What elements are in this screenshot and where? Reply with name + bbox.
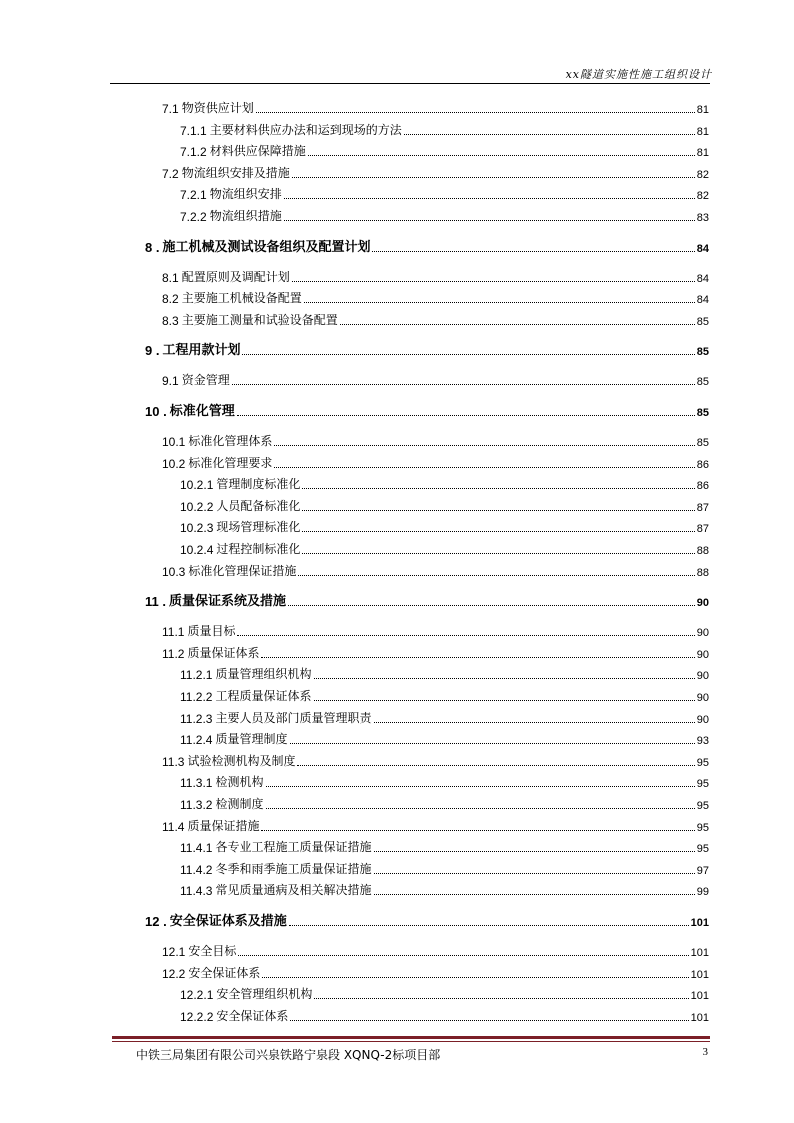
toc-entry-page: 85 [696,346,709,359]
toc-entry[interactable] [180,182,709,202]
toc-entry-page: 81 [696,125,709,138]
toc-entry-page: 81 [696,104,709,116]
toc-entry[interactable] [180,494,709,514]
toc-dot-leader [374,850,695,852]
toc-entry[interactable] [162,641,709,661]
toc-entry-title: 安全保证体系 [216,1008,289,1023]
toc-entry-page: 85 [696,437,709,449]
toc-entry-page: 101 [690,1011,709,1024]
toc-dot-leader [314,997,688,999]
toc-entry[interactable] [162,96,709,116]
toc-entry-number: 12.2.2 [180,1009,214,1024]
toc-dot-leader [261,656,694,658]
toc-entry-title: 主要材料供应办法和运到现场的方法 [209,122,402,137]
toc-entry-title: 质量保证体系 [187,645,260,660]
toc-dot-leader [302,487,694,489]
toc-entry-page: 86 [696,480,709,493]
toc-entry-number: 11.3.1 [180,776,213,791]
toc-entry[interactable] [180,537,709,557]
toc-entry-title: 工程用款计划 [162,343,241,359]
toc-entry[interactable] [180,792,709,812]
toc-dot-leader [298,574,694,576]
toc-entry-title: 材料供应保障措施 [209,144,306,159]
toc-entry-number: 11.3 [162,754,185,769]
toc-entry-title: 配置原则及调配计划 [181,269,290,284]
toc-entry[interactable] [180,835,709,855]
toc-entry[interactable] [180,515,709,535]
toc-entry-number: 11.3.2 [180,798,213,812]
toc-dot-leader [340,323,695,325]
page-number: 3 [702,1046,708,1058]
toc-entry-title: 资金管理 [181,373,230,388]
toc-entry-number: 8.2 [162,292,179,307]
toc-entry[interactable] [162,308,709,328]
toc-dot-leader [302,530,694,532]
toc-entry-title: 人员配备标准化 [216,498,301,513]
toc-dot-leader [238,954,688,956]
toc-entry-title: 主要施工机械设备配置 [181,291,302,306]
toc-entry-number: 12 . [145,914,167,929]
toc-entry-page: 85 [696,315,709,328]
toc-entry-title: 标准化管理 [169,404,235,419]
toc-dot-leader [314,699,695,701]
toc-entry-title: 质量管理组织机构 [215,667,312,682]
toc-entry-title: 标准化管理保证措施 [188,563,297,578]
toc-entry-page: 85 [696,376,709,389]
toc-entry-number: 8 . [145,239,160,255]
toc-entry-page: 84 [696,272,709,285]
toc-entry-title: 物流组织安排 [209,187,282,202]
toc-entry[interactable] [162,814,709,834]
toc-dot-leader [261,829,694,831]
toc-entry-page: 84 [696,294,709,307]
toc-dot-leader [404,133,695,135]
toc-entry-title: 常见质量通病及相关解决措施 [215,883,372,898]
toc-entry-number: 11.2.4 [180,733,213,748]
toc-entry[interactable] [180,727,709,747]
toc-entry-title: 质量保证措施 [187,818,260,833]
toc-entry-number: 10.3 [162,564,186,579]
toc-entry-number: 11.2.3 [180,711,213,726]
toc-entry-number: 10.2.3 [180,521,214,536]
toc-entry-number: 11.2.1 [180,668,213,683]
toc-entry-number: 12.2.1 [180,988,214,1003]
toc-entry[interactable] [162,559,709,579]
toc-entry-title: 施工机械及测试设备组织及配置计划 [162,239,371,255]
toc-entry-page: 88 [696,566,709,579]
toc-entry-number: 11.4 [162,819,185,834]
toc-entry-page: 84 [696,242,709,255]
toc-entry-title: 过程控制标准化 [216,542,301,556]
toc-entry-title: 物流组织安排及措施 [181,165,290,180]
toc-entry-number: 7.2 [162,166,179,181]
toc-entry-number: 7.1.1 [180,123,207,138]
toc-entry-number: 10.2.2 [180,499,214,514]
toc-entry-number: 11 . [145,594,166,610]
toc-entry-number: 9.1 [162,374,179,389]
toc-entry-page: 101 [690,968,709,981]
toc-entry-title: 质量目标 [187,624,236,639]
toc-entry-page: 97 [696,864,709,877]
toc-entry[interactable] [145,909,709,929]
toc-entry-page: 90 [696,670,709,683]
toc-entry-number: 8.3 [162,313,179,328]
toc-entry[interactable] [162,161,709,181]
toc-dot-leader [292,280,695,282]
toc-entry-page: 101 [690,947,709,959]
toc-entry-number: 7.2.2 [180,210,207,224]
toc-entry[interactable] [180,878,709,898]
footer-rule-thick [112,1036,710,1039]
toc-entry-number: 11.2 [162,646,185,661]
toc-dot-leader [284,219,695,221]
toc-entry-page: 90 [696,648,709,661]
toc-entry[interactable] [162,939,709,959]
toc-dot-leader [289,924,689,926]
toc-entry[interactable] [180,706,709,726]
toc-dot-leader [372,250,694,252]
toc-entry-page: 95 [696,756,709,769]
toc-entry-page: 101 [690,990,709,1003]
toc-entry-title: 物流组织措施 [209,209,282,223]
toc-dot-leader [290,742,695,744]
header-rule [110,83,710,84]
toc-entry[interactable] [162,265,709,285]
toc-entry-title: 物资供应计划 [181,101,254,115]
toc-entry-title: 标准化管理体系 [188,434,273,448]
toc-dot-leader [262,976,688,978]
toc-entry-page: 101 [690,917,709,929]
toc-entry[interactable] [180,1004,709,1024]
toc-dot-leader [274,444,694,446]
toc-dot-leader [374,893,695,895]
toc-entry-number: 8.1 [162,270,179,285]
toc-entry-title: 质量管理制度 [215,732,288,747]
toc-dot-leader [314,677,695,679]
toc-entry[interactable] [162,749,709,769]
toc-entry-title: 各专业工程施工质量保证措施 [215,840,372,855]
toc-entry[interactable] [162,961,709,981]
toc-entry[interactable] [145,589,709,609]
toc-dot-leader [297,764,694,766]
toc-entry-page: 95 [696,778,709,791]
toc-entry[interactable] [162,451,709,471]
toc-entry-page: 95 [696,843,709,856]
toc-entry-page: 82 [696,168,709,181]
toc-entry[interactable] [180,204,709,224]
header-title: xx隧道实施性施工组织设计 [565,68,712,81]
toc-entry[interactable] [162,619,709,639]
toc-entry-title: 主要人员及部门质量管理职责 [215,710,372,725]
toc-entry-title: 质量保证系统及措施 [168,594,286,610]
toc-dot-leader [237,414,695,416]
footer-rule-thin [112,1041,710,1042]
toc-entry-page: 99 [696,886,709,899]
toc-entry[interactable] [145,399,709,419]
toc-entry-number: 12.2 [162,966,186,981]
toc-entry-number: 11.4.1 [180,841,213,856]
toc-entry-page: 82 [696,190,709,203]
toc-entry[interactable] [180,684,709,704]
toc-entry-title: 试验检测机构及制度 [187,753,296,768]
toc-dot-leader [288,604,695,606]
toc-entry-page: 86 [696,458,709,471]
footer-organization: 中铁三局集团有限公司兴泉铁路宁泉段 XQNQ-2标项目部 [136,1048,441,1062]
toc-entry-number: 11.1 [162,625,185,640]
toc-entry-number: 10.1 [162,435,186,449]
toc-entry-number: 9 . [145,343,160,359]
toc-entry-number: 7.1.2 [180,145,207,160]
toc-dot-leader [308,154,695,156]
toc-entry-title: 工程质量保证体系 [215,689,312,703]
toc-entry[interactable] [145,338,709,358]
toc-entry-number: 12.1 [162,945,186,959]
toc-entry-page: 87 [696,501,709,514]
toc-entry-number: 11.4.2 [180,862,213,877]
toc-entry-title: 主要施工测量和试验设备配置 [181,312,338,327]
toc-dot-leader [232,383,695,385]
toc-dot-leader [237,634,694,636]
toc-entry-title: 标准化管理要求 [188,455,273,470]
toc-dot-leader [266,807,695,809]
toc-entry[interactable] [162,286,709,306]
toc-entry[interactable] [180,139,709,159]
toc-entry-page: 93 [696,735,709,748]
toc-dot-leader [302,552,694,554]
toc-entry-page: 85 [696,407,709,419]
toc-entry-title: 冬季和雨季施工质量保证措施 [215,861,372,876]
toc-entry-number: 11.4.3 [180,884,213,899]
toc-dot-leader [284,197,695,199]
toc-entry-page: 81 [696,147,709,160]
toc-entry-title: 安全保证体系 [188,965,261,980]
toc-entry-page: 90 [696,597,709,610]
toc-entry-title: 安全目标 [188,944,237,958]
toc-dot-leader [374,721,695,723]
toc-dot-leader [374,872,695,874]
toc-entry-page: 87 [696,523,709,536]
toc-entry-title: 安全管理组织机构 [216,987,313,1002]
toc-entry[interactable] [180,982,709,1002]
toc-entry-title: 安全保证体系及措施 [169,914,287,929]
toc-dot-leader [274,466,694,468]
toc-dot-leader [292,176,695,178]
toc-entry-page: 95 [696,800,709,812]
toc-entry-title: 现场管理标准化 [216,520,301,535]
toc-entry[interactable] [162,368,709,388]
toc-entry-number: 10.2 [162,456,186,471]
toc-dot-leader [242,353,694,355]
toc-entry-number: 10 . [145,404,167,419]
toc-entry-page: 83 [696,212,709,224]
toc-entry-page: 90 [696,627,709,640]
toc-entry-page: 95 [696,821,709,834]
toc-dot-leader [302,509,694,511]
toc-entry[interactable] [180,118,709,138]
toc-entry-page: 90 [696,713,709,726]
toc-dot-leader [304,301,695,303]
toc-entry[interactable] [180,857,709,877]
toc-entry-page: 90 [696,692,709,704]
toc-entry[interactable] [180,770,709,790]
toc-entry[interactable] [145,235,709,255]
toc-entry[interactable] [180,662,709,682]
toc-entry-title: 检测制度 [215,797,264,811]
toc-entry-number: 7.1 [162,102,179,116]
toc-entry-number: 10.2.4 [180,543,214,557]
toc-entry-number: 10.2.1 [180,478,214,493]
toc-entry[interactable] [180,472,709,492]
toc-dot-leader [266,785,695,787]
toc-entry-number: 7.2.1 [180,188,207,203]
toc-dot-leader [256,111,695,113]
toc-entry[interactable] [162,429,709,449]
toc-dot-leader [290,1019,688,1021]
toc-entry-title: 管理制度标准化 [216,477,301,492]
toc-entry-number: 11.2.2 [180,690,213,704]
toc-entry-title: 检测机构 [215,775,264,790]
toc-entry-page: 88 [696,545,709,557]
